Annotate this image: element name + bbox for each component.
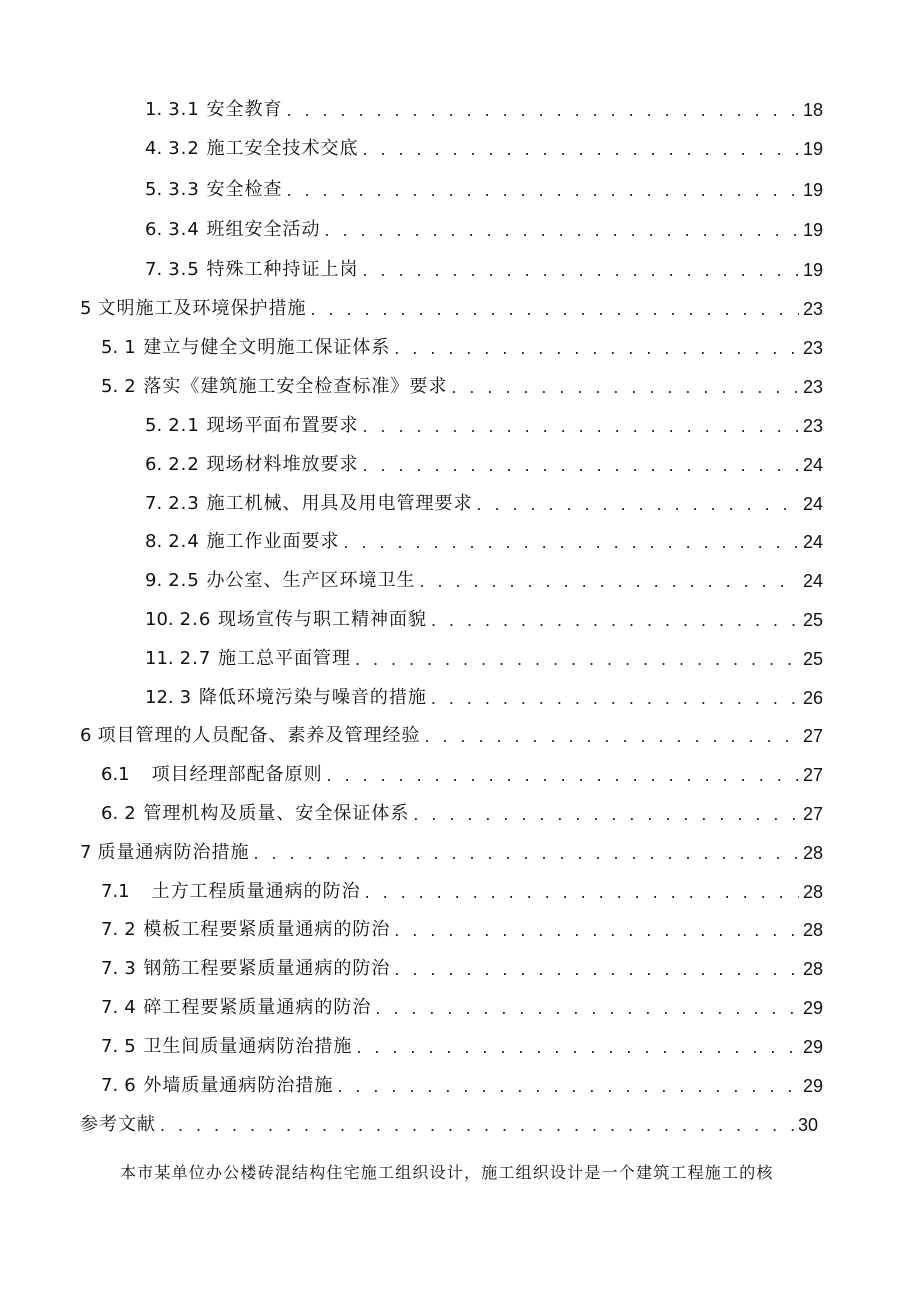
toc-entry[interactable]: [145, 683, 823, 709]
toc-entry-number: 6.: [145, 219, 163, 240]
toc-dot-leader: [363, 454, 799, 476]
toc-entry-number: 6.1: [101, 764, 130, 785]
toc-entry-number: 7: [80, 842, 92, 863]
toc-page-number: 27: [802, 765, 823, 785]
toc-entry-number: 12.: [145, 687, 174, 708]
toc-entry-title: 2.2 现场材料堆放要求: [168, 454, 359, 475]
toc-dot-leader: [287, 179, 799, 201]
toc-page-number: 25: [802, 649, 823, 669]
toc-entry-number: 8.: [145, 531, 163, 552]
toc-page-number: 24: [802, 455, 823, 475]
toc-entry-title: 3.2 施工安全技术交底: [168, 138, 359, 159]
toc-page-number: 19: [802, 220, 823, 240]
toc-entry-title: 参考文献: [80, 1114, 156, 1135]
toc-entry-title: 2.6 现场宣传与职工精神面貌: [179, 609, 427, 630]
toc-page-number: 27: [802, 726, 823, 746]
toc-entry-number: 7.: [145, 259, 163, 280]
toc-page-number: 27: [802, 804, 823, 824]
toc-entry-title: 2.5 办公室、生产区环境卫生: [168, 570, 416, 591]
toc-entry[interactable]: [80, 294, 823, 320]
toc-page-number: 23: [802, 377, 823, 397]
toc-entry[interactable]: [145, 644, 823, 670]
toc-entry[interactable]: [145, 489, 823, 515]
toc-entry[interactable]: [145, 605, 823, 631]
toc-entry-number: 7.: [101, 997, 119, 1018]
toc-entry[interactable]: [145, 95, 823, 121]
toc-entry-number: 9.: [145, 570, 163, 591]
toc-dot-leader: [327, 764, 799, 786]
toc-dot-leader: [337, 1075, 799, 1097]
toc-page-number: 26: [802, 688, 823, 708]
toc-entry-title: 3.1 安全教育: [168, 99, 283, 120]
toc-entry-number: 1.: [145, 99, 163, 120]
toc-entry-number: 7.: [101, 1075, 119, 1096]
toc-entry-number: 7.: [101, 958, 119, 979]
toc-entry-number: 5.: [145, 179, 163, 200]
toc-dot-leader: [325, 219, 799, 241]
toc-entry-title: 项目经理部配备原则: [151, 764, 323, 785]
toc-entry[interactable]: [101, 799, 823, 825]
toc-entry[interactable]: [101, 915, 823, 941]
toc-entry-title: 土方工程质量通病的防治: [151, 881, 361, 902]
toc-dot-leader: [394, 919, 799, 941]
toc-page-number: 19: [802, 139, 823, 159]
toc-dot-leader: [355, 648, 799, 670]
toc-page-number: 24: [802, 571, 823, 591]
toc-page-number: 29: [802, 1076, 823, 1096]
toc-entry[interactable]: [80, 838, 823, 864]
toc-dot-leader: [363, 415, 799, 437]
toc-page-number: 19: [802, 260, 823, 280]
toc-page-number: 29: [802, 1037, 823, 1057]
toc-page-number: 29: [802, 998, 823, 1018]
toc-entry[interactable]: [101, 372, 823, 398]
toc-dot-leader: [356, 1036, 799, 1058]
toc-entry-number: 6.: [101, 803, 119, 824]
toc-entry-number: 7.: [145, 493, 163, 514]
toc-entry-title: 2 模板工程要紧质量通病的防治: [124, 919, 391, 940]
toc-page-number: 19: [802, 180, 823, 200]
toc-entry[interactable]: [145, 411, 823, 437]
toc-entry-title: 6 外墙质量通病防治措施: [124, 1075, 334, 1096]
toc-dot-leader: [344, 531, 799, 553]
toc-entry[interactable]: [145, 255, 823, 281]
toc-entry-number: 6.: [145, 454, 163, 475]
toc-entry[interactable]: [101, 877, 823, 903]
toc-page-number: 23: [802, 338, 823, 358]
toc-entry-title: 2 落实《建筑施工安全检查标准》要求: [124, 376, 448, 397]
toc-entry-number: 10.: [145, 609, 174, 630]
toc-entry[interactable]: [145, 566, 823, 592]
toc-entry-title: 3.5 特殊工种持证上岗: [168, 259, 359, 280]
toc-entry-number: 5.: [145, 415, 163, 436]
toc-page-number: 24: [802, 494, 823, 514]
toc-dot-leader: [363, 138, 799, 160]
toc-entry-number: 7.1: [101, 881, 130, 902]
toc-entry[interactable]: [101, 1032, 823, 1058]
toc-page-number: 28: [802, 882, 823, 902]
toc-page-number: 23: [802, 416, 823, 436]
toc-entry[interactable]: [80, 721, 823, 747]
toc-dot-leader: [363, 259, 799, 281]
toc-dot-leader: [365, 881, 799, 903]
toc-entry[interactable]: [101, 993, 823, 1019]
toc-entry-number: 6: [80, 725, 92, 746]
toc-entry-number: 5.: [101, 337, 119, 358]
toc-dot-leader: [413, 803, 799, 825]
toc-dot-leader: [451, 376, 799, 398]
toc-entry-title: 3.4 班组安全活动: [168, 219, 321, 240]
toc-dot-leader: [424, 725, 799, 747]
toc-dot-leader: [394, 337, 799, 359]
toc-entry[interactable]: [101, 760, 823, 786]
toc-entry[interactable]: [101, 1071, 823, 1097]
toc-dot-leader: [375, 997, 799, 1019]
toc-page-number: 24: [802, 532, 823, 552]
toc-page-number: 28: [802, 959, 823, 979]
toc-entry-number: 4.: [145, 138, 163, 159]
toc-entry-title: 2.4 施工作业面要求: [168, 531, 340, 552]
toc-page-number: 23: [802, 299, 823, 319]
toc-dot-leader: [420, 570, 799, 592]
toc-entry-title: 2 管理机构及质量、安全保证体系: [124, 803, 410, 824]
toc-dot-leader: [253, 842, 799, 864]
toc-entry-title: 4 碎工程要紧质量通病的防治: [124, 997, 372, 1018]
toc-page-number: 25: [802, 610, 823, 630]
toc-dot-leader: [431, 687, 799, 709]
toc-entry-title: 3 降低环境污染与噪音的措施: [179, 687, 427, 708]
body-paragraph: 本市某单位办公楼砖混结构住宅施工组织设计，施工组织设计是一个建筑工程施工的核: [120, 1163, 774, 1182]
toc-entry[interactable]: [145, 450, 823, 476]
toc-entry[interactable]: [145, 215, 823, 241]
toc-entry-number: 5: [80, 298, 92, 319]
toc-dot-leader: [287, 99, 799, 121]
toc-entry[interactable]: [101, 333, 823, 359]
toc-entry-title: 1 建立与健全文明施工保证体系: [124, 337, 391, 358]
toc-entry-title: 2.1 现场平面布置要求: [168, 415, 359, 436]
toc-page-number: 30: [797, 1115, 818, 1135]
toc-entry-title: 项目管理的人员配备、素养及管理经验: [97, 725, 421, 746]
toc-page-number: 28: [802, 843, 823, 863]
toc-dot-leader: [477, 493, 799, 515]
toc-entry[interactable]: [145, 175, 823, 201]
toc-entry-title: 文明施工及环境保护措施: [97, 298, 307, 319]
toc-dot-leader: [160, 1114, 794, 1136]
toc-entry-title: 3 钢筋工程要紧质量通病的防治: [124, 958, 391, 979]
toc-page-number: 28: [802, 920, 823, 940]
toc-page-number: 18: [802, 100, 823, 120]
toc-entry-number: 7.: [101, 1036, 119, 1057]
toc-entry[interactable]: [101, 954, 823, 980]
toc-entry-title: 3.3 安全检查: [168, 179, 283, 200]
toc-entry-number: 11.: [145, 648, 174, 669]
toc-entry-number: 7.: [101, 919, 119, 940]
toc-entry[interactable]: [145, 527, 823, 553]
toc-entry-number: 5.: [101, 376, 119, 397]
toc-entry-title: 质量通病防治措施: [97, 842, 250, 863]
toc-dot-leader: [310, 298, 799, 320]
toc-entry-title: 5 卫生间质量通病防治措施: [124, 1036, 353, 1057]
toc-entry[interactable]: [145, 134, 823, 160]
toc-dot-leader: [394, 958, 799, 980]
toc-entry-title: 2.3 施工机械、用具及用电管理要求: [168, 493, 473, 514]
toc-entry[interactable]: [80, 1110, 818, 1136]
toc-dot-leader: [431, 609, 799, 631]
toc-entry-title: 2.7 施工总平面管理: [179, 648, 351, 669]
